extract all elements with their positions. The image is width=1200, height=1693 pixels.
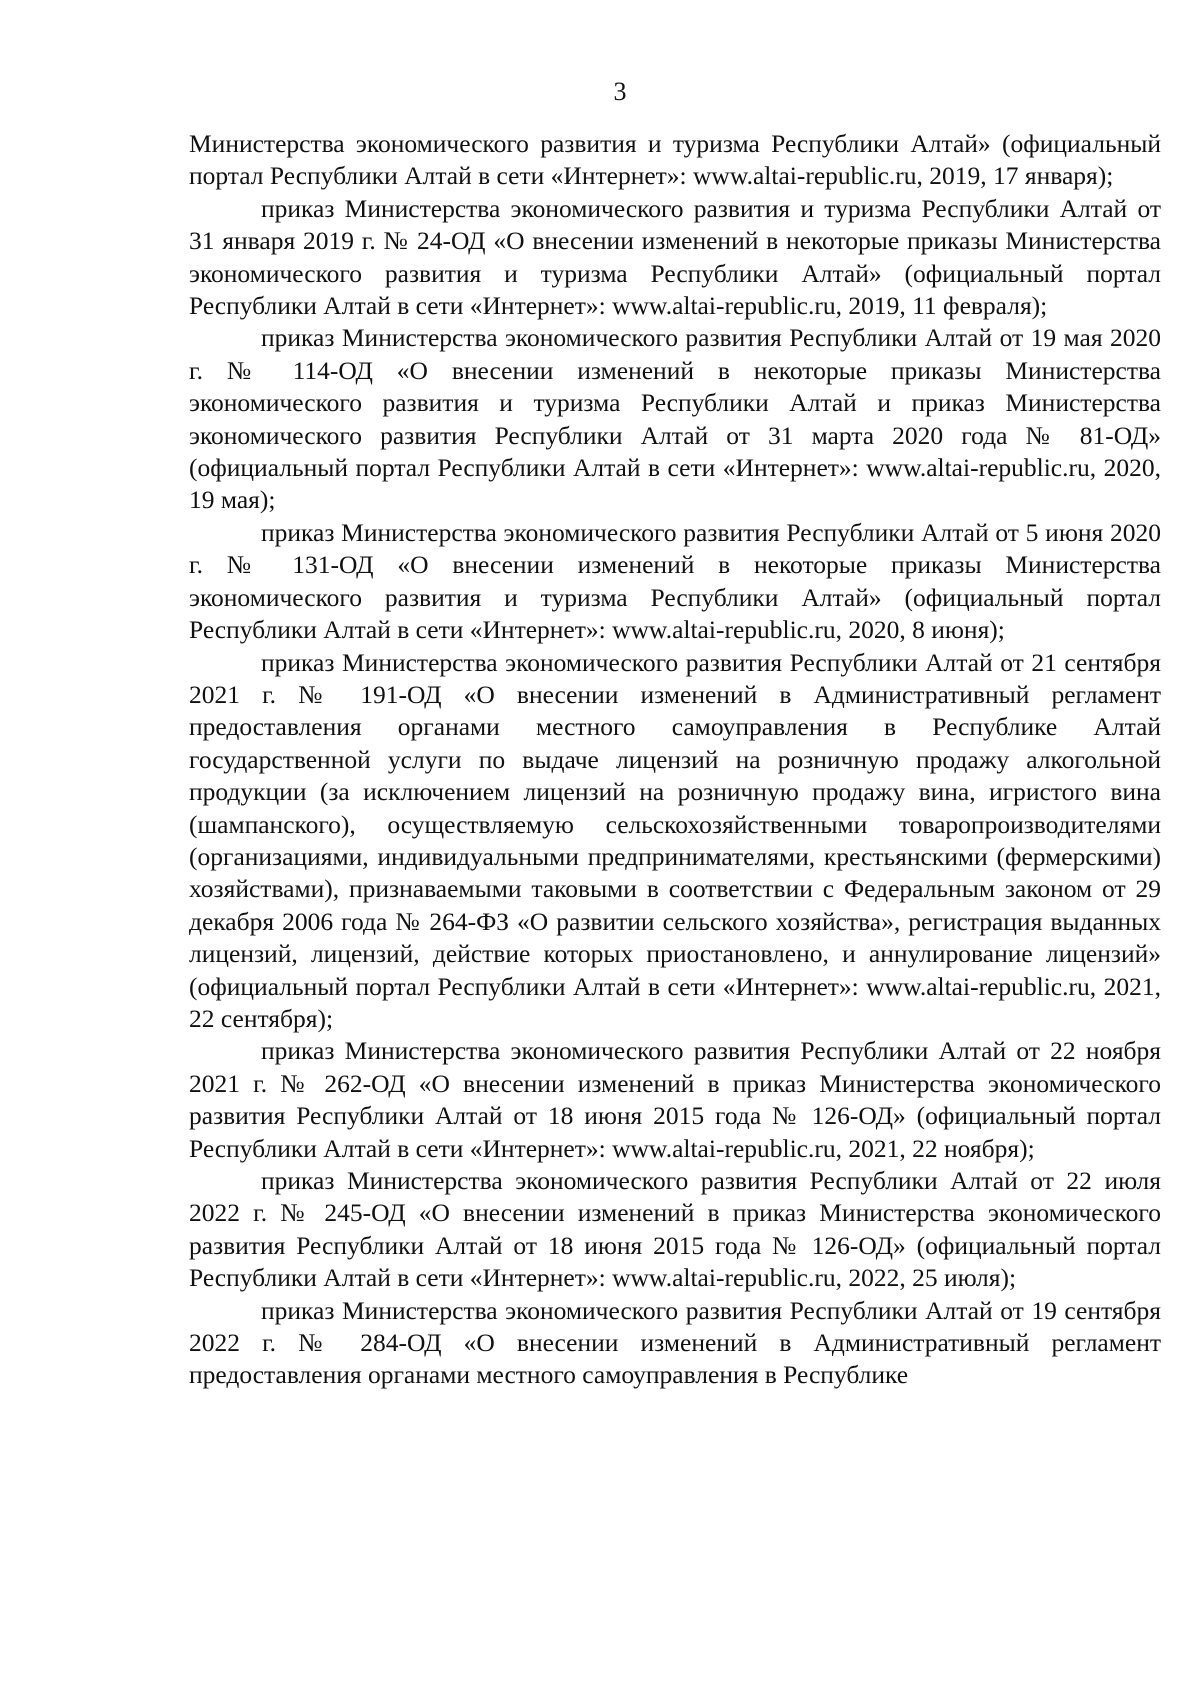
paragraph-order-191-od: приказ Министерства экономического развития Республики Алтай от 21 сентября 2021 г. № 191-ОД «О внесении изменений в Административный регламент предоставления органами местного самоуправления в Республике Алтай государственной услуги по выдаче лицензий на розничную продажу алкогольной продукции (за исключением лицензий на розничную продажу вина, игристого вина (шампанского), осуществляемую сельскохозяйственными товаропроизводителями (организациями, индивидуальными предпринимателями, крестьянскими (фермерскими) хозяйствами), признаваемыми таковыми в соответствии с Федеральным законом от 29 декабря 2006 года № 264-ФЗ «О развитии сельского хозяйства», регистрация выданных лицензий, лицензий, действие которых приостановлено, и аннулирование лицензий» (официальный портал Республики Алтай в сети «Интернет»: www.altai-republic.ru, 2021, 22 сентября); — [189, 647, 1161, 1033]
paragraph-continuation: Министерства экономического развития и туризма Республики Алтай» (официальный портал Республики Алтай в сети «Интернет»: www.altai-republic.ru, 2019, 17 января); — [189, 129, 1161, 191]
paragraph-order-131-od: приказ Министерства экономического развития Республики Алтай от 5 июня 2020 г. № 131-ОД «О внесении изменений в некоторые приказы Министерства экономического развития и туризма Республики Алтай» (официальный портал Республики Алтай в сети «Интернет»: www.altai-republic.ru, 2020, 8 июня); — [189, 517, 1161, 645]
paragraph-order-245-od: приказ Министерства экономического развития Республики Алтай от 22 июля 2022 г. № 245-ОД «О внесении изменений в приказ Министерства экономического развития Республики Алтай от 18 июня 2015 года № 126-ОД» (официальный портал Республики Алтай в сети «Интернет»: www.altai-republic.ru, 2022, 25 июля); — [189, 1166, 1161, 1293]
page-number: 3 — [613, 77, 627, 106]
paragraph-order-114-od: приказ Министерства экономического развития Республики Алтай от 19 мая 2020 г. № 114-ОД «О внесении изменений в некоторые приказы Министерства экономического развития и туризма Республики Алтай и приказ Министерства экономического развития Республики Алтай от 31 марта 2020 года № 81-ОД» (официальный портал Республики Алтай в сети «Интернет»: www.altai-republic.ru, 2020, 19 мая); — [189, 323, 1161, 515]
document-body — [189, 128, 1161, 1392]
paragraph-order-284-od: приказ Министерства экономического развития Республики Алтай от 19 сентября 2022 г. № 284-ОД «О внесении изменений в Административный регламент предоставления органами местного самоуправления в Республике — [189, 1295, 1161, 1390]
paragraph-order-262-od: приказ Министерства экономического развития Республики Алтай от 22 ноября 2021 г. № 262-ОД «О внесении изменений в приказ Министерства экономического развития Республики Алтай от 18 июня 2015 года № 126-ОД» (официальный портал Республики Алтай в сети «Интернет»: www.altai-republic.ru, 2021, 22 ноября); — [189, 1036, 1161, 1163]
paragraph-order-24-od: приказ Министерства экономического развития и туризма Республики Алтай от 31 января 2019 г. № 24-ОД «О внесении изменений в некоторые приказы Министерства экономического развития и туризма Республики Алтай» (официальный портал Республики Алтай в сети «Интернет»: www.altai-republic.ru, 2019, 11 февраля); — [189, 193, 1161, 321]
